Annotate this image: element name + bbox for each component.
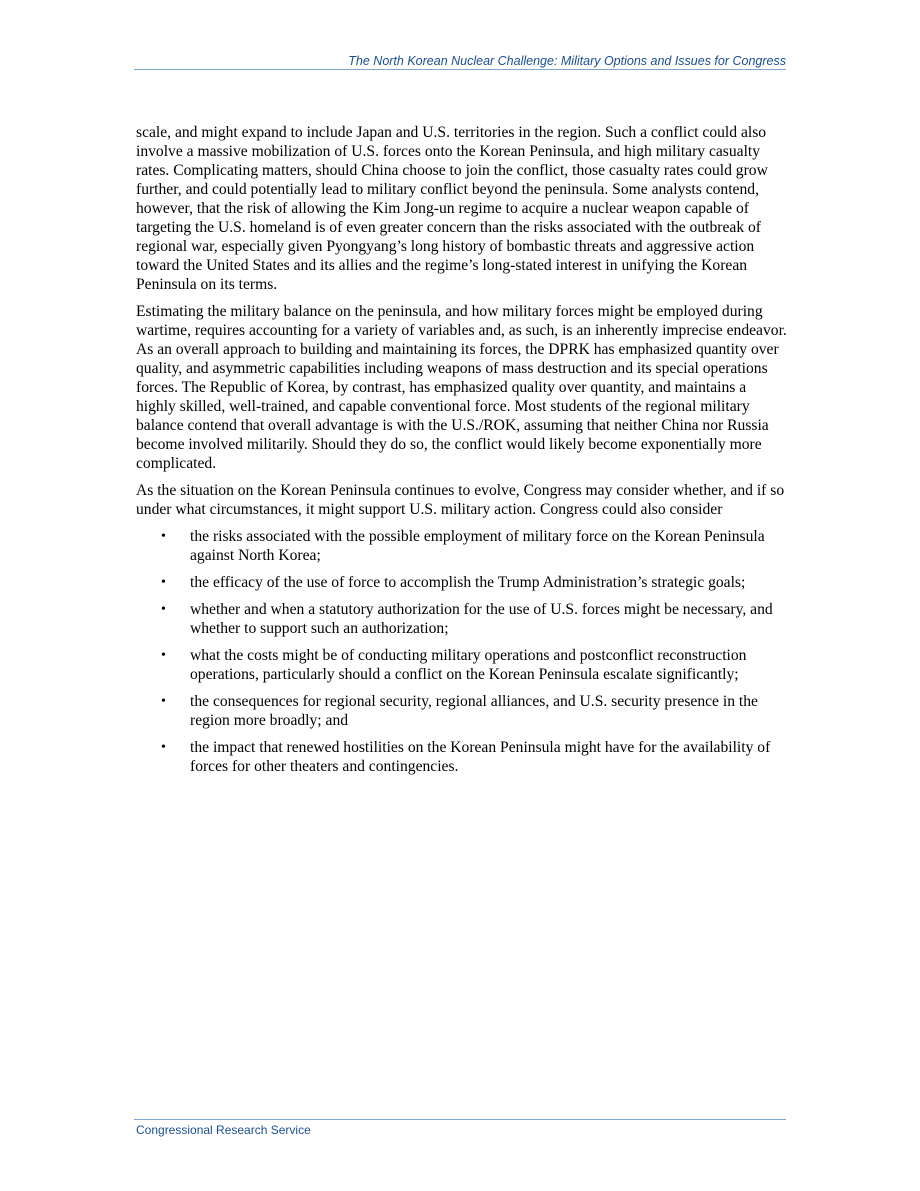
list-item: [136, 646, 788, 684]
bullet-icon: •: [161, 648, 166, 663]
list-item: [136, 738, 788, 776]
paragraph: scale, and might expand to include Japan and U.S. territories in the region. Such a conflict could also involve a massive mobilization of U.S. forces onto the Korean Peninsula, and high military casualty rates. Complicating matters, should China choose to join the conflict, those casualty rates could grow further, and could potentially lead to military conflict beyond the peninsula. Some analysts contend, however, that the risk of allowing the Kim Jong-un regime to acquire a nuclear weapon capable of targeting the U.S. homeland is of even greater concern than the risks associated with the outbreak of regional war, especially given Pyongyang’s long history of bombastic threats and aggressive action toward the United States and its allies and the regime’s long-stated interest in unifying the Korean Peninsula on its terms.: [136, 124, 768, 293]
header-rule: [134, 69, 786, 70]
bullet-icon: •: [161, 694, 166, 709]
list-item: [136, 692, 788, 730]
list-item-text: the impact that renewed hostilities on the Korean Peninsula might have for the availability of forces for other theaters and contingencies.: [190, 739, 771, 775]
footer-org: Congressional Research Service: [136, 1123, 311, 1137]
list-item-text: the consequences for regional security, regional alliances, and U.S. security presence in the region more broadly; and: [190, 693, 758, 729]
footer-rule: [134, 1119, 786, 1120]
paragraph: Estimating the military balance on the peninsula, and how military forces might be employed during wartime, requires accounting for a variety of variables and, as such, is an inherently imprecise endeavor. As an overall approach to building and maintaining its forces, the DPRK has emphasized quantity over quality, and asymmetric capabilities including weapons of mass destruction and its special operations forces. The Republic of Korea, by contrast, has emphasized quality over quantity, and maintains a highly skilled, well-trained, and capable conventional force. Most students of the regional military balance contend that overall advantage is with the U.S./ROK, assuming that neither China nor Russia become involved militarily. Should they do so, the conflict would likely become exponentially more complicated.: [136, 303, 787, 472]
list-item: [136, 573, 788, 592]
list-item-text: whether and when a statutory authorization for the use of U.S. forces might be necessary, and whether to support such an authorization;: [190, 601, 773, 637]
bullet-icon: •: [161, 740, 166, 755]
bullet-list: [136, 527, 788, 776]
list-item-text: what the costs might be of conducting military operations and postconflict reconstruction operations, particularly should a conflict on the Korean Peninsula escalate significantly;: [190, 647, 747, 683]
running-header-title: The North Korean Nuclear Challenge: Military Options and Issues for Congress: [348, 54, 786, 68]
list-item: [136, 527, 788, 565]
bullet-icon: •: [161, 602, 166, 617]
list-item-text: the risks associated with the possible employment of military force on the Korean Peninsula against North Korea;: [190, 528, 765, 564]
paragraph: As the situation on the Korean Peninsula continues to evolve, Congress may consider whether, and if so under what circumstances, it might support U.S. military action. Congress could also consider: [136, 482, 785, 518]
list-item: [136, 600, 788, 638]
bullet-icon: •: [161, 575, 166, 590]
document-body: [136, 123, 788, 784]
bullet-icon: •: [161, 529, 166, 544]
list-item-text: the efficacy of the use of force to accomplish the Trump Administration’s strategic goals;: [190, 574, 746, 591]
